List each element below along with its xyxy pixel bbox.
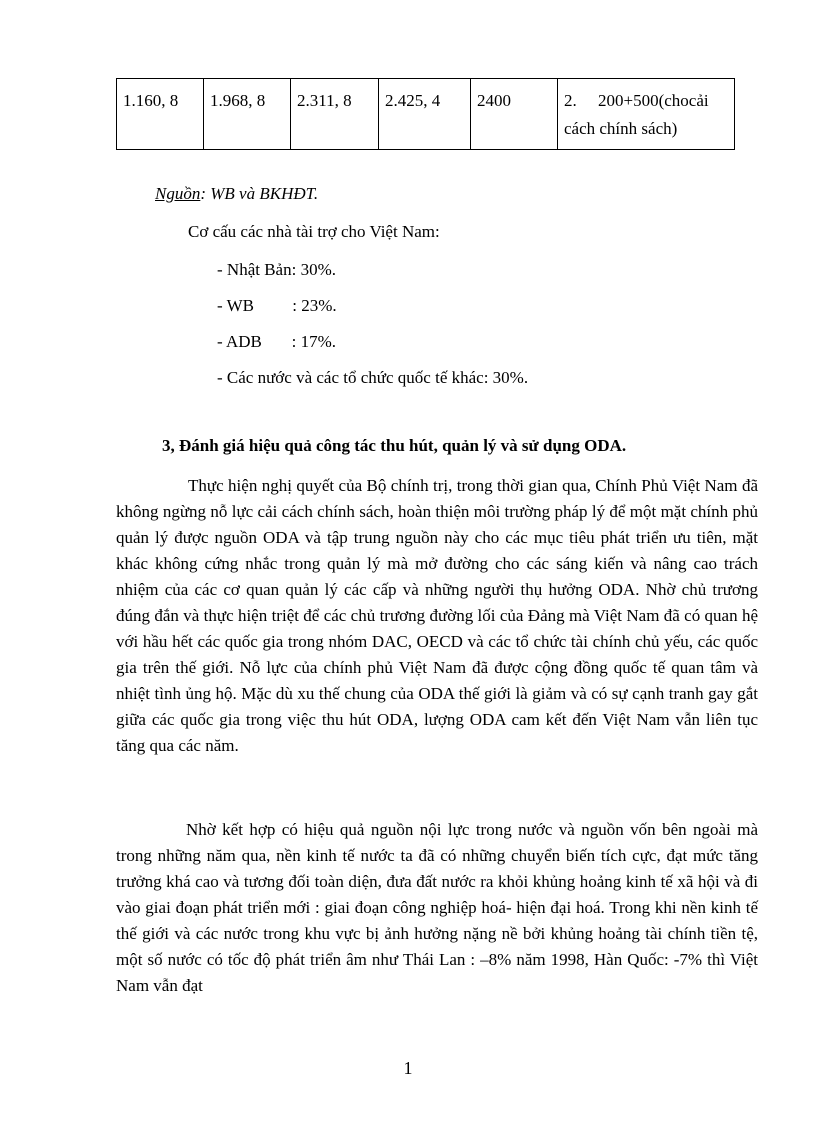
table-cell: 2.425, 4 <box>379 79 471 150</box>
source-text: : WB và BKHĐT. <box>200 184 319 203</box>
donor-structure-title: Cơ cấu các nhà tài trợ cho Việt Nam: <box>188 222 440 241</box>
table-cell: 2400 <box>471 79 558 150</box>
list-item: - ADB : 17%. <box>217 332 336 351</box>
table-row <box>117 79 735 150</box>
table-cell: 1.160, 8 <box>117 79 204 150</box>
list-item: - WB : 23%. <box>217 296 337 315</box>
paragraph: Thực hiện nghị quyết của Bộ chính trị, trong thời gian qua, Chính Phủ Việt Nam đã không ngừng nỗ lực cải cách chính sách, hoàn thiện môi trường pháp lý để một mặt chính phủ quản lý được nguồn ODA và tập trung nguồn này cho các mục tiêu phát triển ưu tiên, mặt khác không cứng nhắc trong quản lý mà mở đường cho các sáng kiến và nâng cao trách nhiệm của các cơ quan quản lý các cấp và những người thụ hưởng ODA. Nhờ chủ trương đúng đắn và thực hiện triệt để các chủ trương đường lối của Đảng mà Việt Nam đã có quan hệ với hầu hết các quốc gia trong nhóm DAC, OECD và các tổ chức tài chính chủ yếu, các quốc gia trên thế giới. Nỗ lực của chính phủ Việt Nam đã được cộng đồng quốc tế quan tâm và nhiệt tình ủng hộ. Mặc dù xu thế chung của ODA thế giới là giảm và có sự cạnh tranh gay gắt giữa các quốc gia trong việc thu hút ODA, lượng ODA cam kết đến Việt Nam vẫn liên tục tăng qua các năm. <box>116 476 758 755</box>
source-note <box>155 184 318 204</box>
list-item: - Nhật Bản: 30%. <box>217 260 336 279</box>
oda-data-table <box>116 78 735 150</box>
table-cell: 2.311, 8 <box>291 79 379 150</box>
source-label: Nguồn <box>155 184 201 203</box>
paragraph: Nhờ kết hợp có hiệu quả nguồn nội lực trong nước và nguồn vốn bên ngoài mà trong những năm qua, nền kinh tế nước ta đã có những chuyển biến tích cực, đạt mức tăng trưởng khá cao và tương đối toàn diện, đưa đất nước ra khỏi khủng hoảng kinh tế xã hội và đi vào giai đoạn phát triển mới : giai đoạn công nghiệp hoá- hiện đại hoá. Trong khi nền kinh tế thế giới và các nước trong khu vực bị ảnh hưởng nặng nề bởi khủng hoảng tài chính tiền tệ, một số nước có tốc độ phát triển âm như Thái Lan : –8% năm 1998, Hàn Quốc: -7% thì Việt Nam vẫn đạt <box>116 820 758 995</box>
table-cell: 1.968, 8 <box>204 79 291 150</box>
section-heading: 3, Đánh giá hiệu quả công tác thu hút, quản lý và sử dụng ODA. <box>162 436 627 455</box>
donor-list <box>217 258 528 402</box>
list-item: - Các nước và các tổ chức quốc tế khác: 30%. <box>217 368 529 387</box>
page-number: 1 <box>403 1058 413 1078</box>
table-cell: 2. 200+500(chocải cách chính sách) <box>558 79 735 150</box>
